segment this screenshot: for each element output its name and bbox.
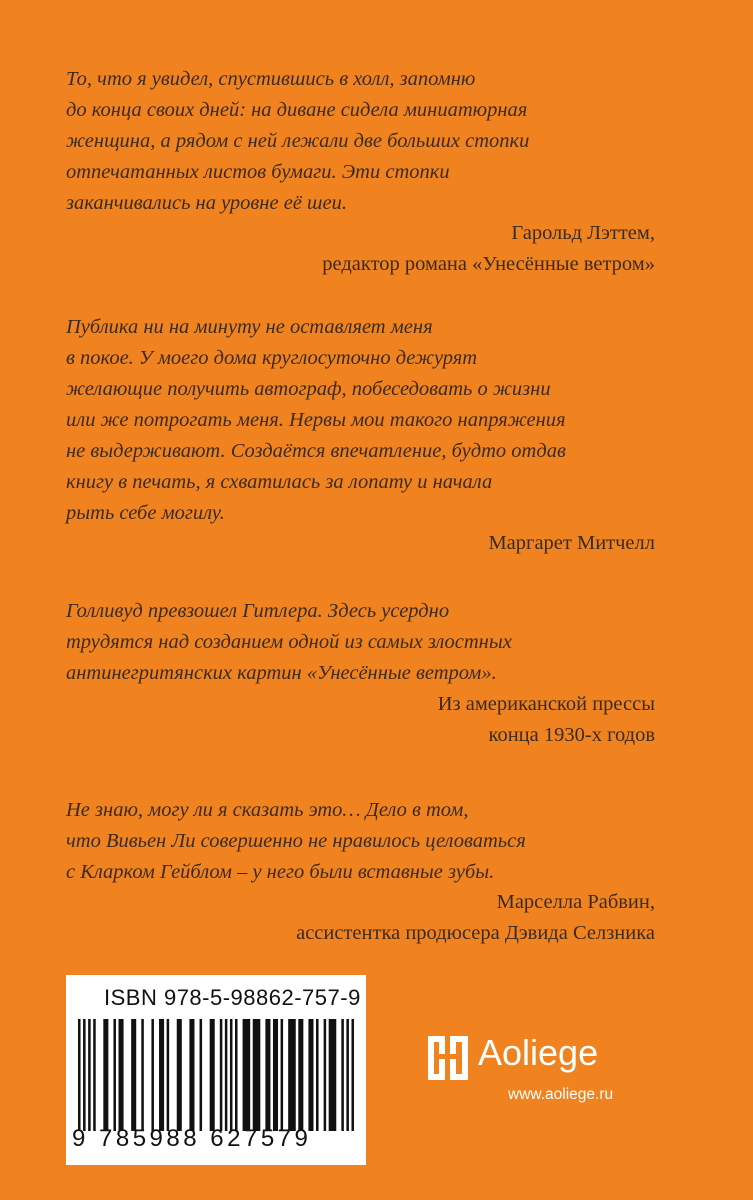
barcode-bar (103, 1019, 108, 1131)
barcode-bar (324, 1019, 327, 1131)
quote-2-line-6: книгу в печать, я схватилась за лопату и начала (66, 471, 493, 493)
quote-1-line-1: То, что я увидел, спустившись в холл, запомню (66, 68, 476, 90)
barcode-bar (151, 1019, 154, 1131)
barcode-bar (288, 1019, 296, 1131)
barcode-bar (131, 1019, 136, 1131)
barcode-bar (235, 1019, 238, 1131)
quote-3-attribution (438, 689, 655, 751)
barcode-bar (308, 1019, 313, 1131)
barcode-bar (189, 1019, 194, 1131)
barcode-bar (220, 1019, 223, 1131)
barcode-bar (243, 1019, 251, 1131)
quote-2-attribution (488, 528, 655, 559)
quote-2-line-4: или же потрогать меня. Нервы мои такого напряжения (66, 409, 566, 431)
barcode-bar (225, 1019, 228, 1131)
isbn-label: ISBN 978-5-98862-757-9 (104, 985, 361, 1010)
quote-2-author: Маргарет Митчелл (488, 532, 655, 554)
barcode-bar (177, 1019, 182, 1131)
barcode-bar (78, 1019, 81, 1131)
barcode-bar (167, 1019, 170, 1131)
quote-4-attribution (296, 887, 655, 949)
quote-1-line-4: отпечатанных листов бумаги. Эти стопки (66, 161, 450, 183)
quote-1-line-3: женщина, а рядом с ней лежали две больших стопки (66, 130, 530, 152)
barcode-bar (159, 1019, 164, 1131)
barcode-bar (113, 1019, 116, 1131)
quote-3-line-3: антинегритянских картин «Унесённые ветром». (66, 662, 497, 684)
barcode-bar (230, 1019, 233, 1131)
quote-1-line-5: заканчивались на уровне её шеи. (66, 192, 347, 214)
quote-4-author-role: ассистентка продюсера Дэвида Селзника (296, 922, 655, 944)
barcode-bar (93, 1019, 96, 1131)
barcode-bar (316, 1019, 319, 1131)
quote-2 (66, 312, 686, 529)
quote-3-source: Из американской прессы (437, 693, 655, 715)
quote-3-line-2: трудятся над созданием одной из самых злостных (66, 631, 512, 653)
quote-2-line-3: желающие получить автограф, побеседовать о жизни (66, 378, 551, 400)
quote-1 (66, 64, 686, 219)
barcode-bars (78, 1019, 354, 1131)
barcode-bar (141, 1019, 144, 1131)
barcode-bar (265, 1019, 270, 1131)
barcode-bar (83, 1019, 86, 1131)
barcode-digits: 9 785988 627579 (72, 1125, 312, 1152)
barcode-panel (66, 975, 366, 1165)
quote-4-line-2: что Вивьен Ли совершенно не нравилось целоваться (66, 830, 526, 852)
quote-1-author: Гарольд Лэттем, (511, 222, 655, 244)
barcode-bar (351, 1019, 354, 1131)
barcode-bar (281, 1019, 284, 1131)
quote-3-line-1: Голливуд превзошел Гитлера. Здесь усердно (66, 600, 450, 622)
quote-4-author: Марселла Рабвин, (496, 891, 655, 913)
quote-2-line-5: не выдерживают. Создаётся впечатление, будто отдав (66, 440, 566, 462)
quote-2-line-1: Публика ни на минуту не оставляет меня (66, 316, 433, 338)
barcode-bar (253, 1019, 261, 1131)
quote-2-line-7: рыть себе могилу. (66, 502, 225, 524)
barcode-bar (119, 1019, 124, 1131)
barcode-bar (200, 1019, 203, 1131)
quote-4-line-3: с Кларком Гейблом – у него были вставные зубы. (66, 861, 495, 883)
barcode-bar (88, 1019, 91, 1131)
aoliege-logo-icon (428, 1036, 468, 1080)
quote-2-line-2: в покое. У моего дома круглосуточно дежурят (66, 347, 478, 369)
barcode-bar (273, 1019, 278, 1131)
barcode-bar (346, 1019, 349, 1131)
barcode-bar (329, 1019, 337, 1131)
quote-1-attribution (322, 218, 655, 280)
quote-3-source-date: конца 1930-х годов (488, 724, 655, 746)
quote-3 (66, 596, 686, 689)
quote-1-line-2: до конца своих дней: на диване сидела миниатюрная (66, 99, 528, 121)
barcode-bar (210, 1019, 215, 1131)
publisher-name: Aoliege (478, 1032, 599, 1073)
quote-1-author-role: редактор романа «Унесённые ветром» (322, 253, 655, 275)
barcode-bar (298, 1019, 303, 1131)
quote-4 (66, 795, 686, 888)
quote-4-line-1: Не знаю, могу ли я сказать это… Дело в том, (66, 799, 469, 821)
barcode-bar (341, 1019, 344, 1131)
publisher-website[interactable]: www.aoliege.ru (508, 1086, 614, 1103)
